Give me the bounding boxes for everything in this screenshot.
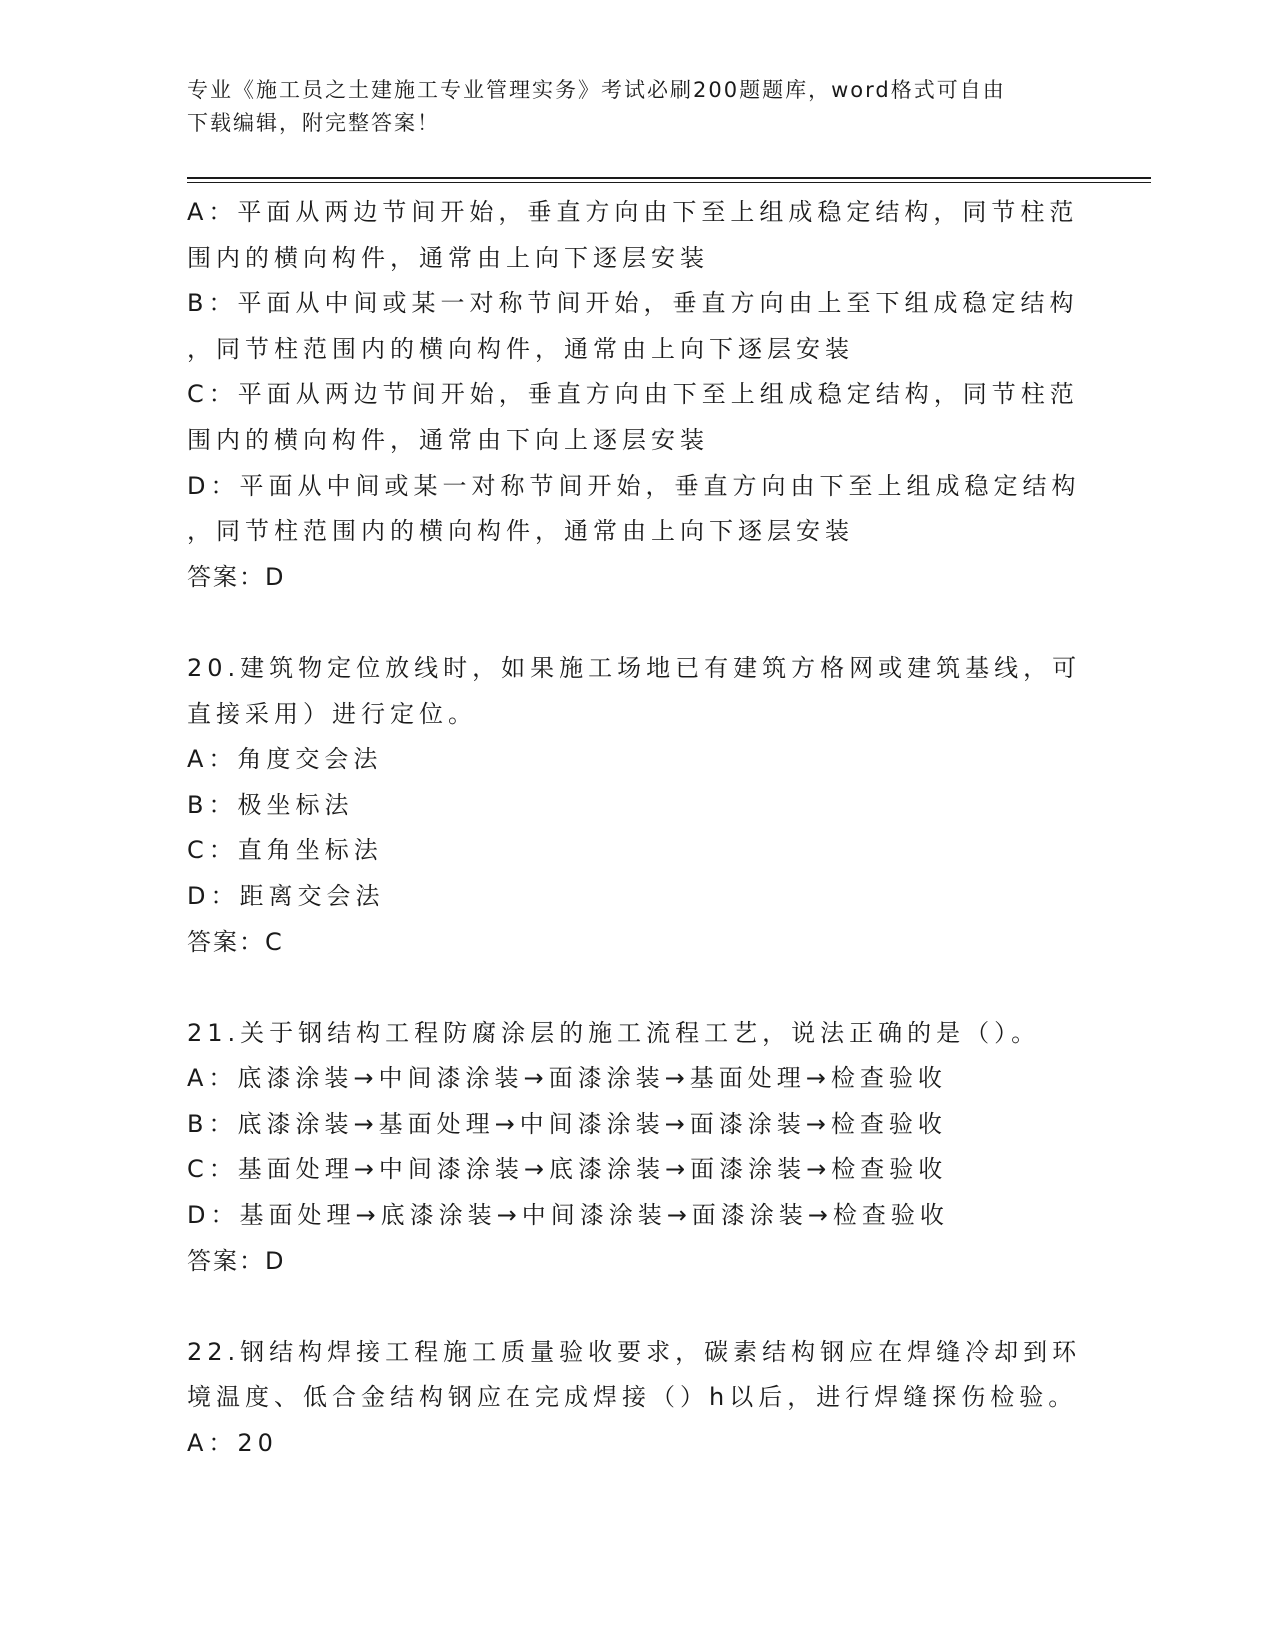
option-d-line: D：平面从中间或某一对称节间开始，垂直方向由下至上组成稳定结构 <box>187 471 1081 500</box>
header-divider-thick <box>187 177 1151 179</box>
header-line: 下载编辑，附完整答案！ <box>187 111 440 135</box>
answer-label: 答案：D <box>187 562 286 591</box>
option-c: C：基面处理→中间漆涂装→底漆涂装→面漆涂装→检查验收 <box>187 1155 948 1184</box>
option-d: D：基面处理→底漆涂装→中间漆涂装→面漆涂装→检查验收 <box>187 1201 949 1230</box>
question-21-block <box>187 1011 1077 1285</box>
question-text: 直接采用）进行定位。 <box>187 699 477 728</box>
option-d: D：距离交会法 <box>187 881 385 910</box>
option-d-line: ，同节柱范围内的横向构件，通常由上向下逐层安装 <box>187 517 854 546</box>
question-content <box>187 190 1082 1467</box>
option-c-line: C：平面从两边节间开始，垂直方向由下至上组成稳定结构，同节柱范 <box>187 380 1079 409</box>
question-22-block <box>187 1330 1082 1467</box>
document-header <box>187 74 1087 140</box>
option-b-line: B：平面从中间或某一对称节间开始，垂直方向由上至下组成稳定结构 <box>187 289 1079 318</box>
option-c: C：直角坐标法 <box>187 836 383 865</box>
option-a-line: 围内的横向构件，通常由上向下逐层安装 <box>187 243 709 272</box>
option-c-line: 围内的横向构件，通常由下向上逐层安装 <box>187 425 709 454</box>
question-text: 20.建筑物定位放线时，如果施工场地已有建筑方格网或建筑基线，可 <box>187 653 1082 682</box>
answer-label: 答案：C <box>187 927 284 956</box>
question-19-block <box>187 190 1081 600</box>
question-20-block <box>187 646 1082 965</box>
option-b-line: ，同节柱范围内的横向构件，通常由上向下逐层安装 <box>187 334 854 363</box>
option-a-line: A：平面从两边节间开始，垂直方向由下至上组成稳定结构，同节柱范 <box>187 198 1079 226</box>
option-a: A：角度交会法 <box>187 745 383 774</box>
header-line: 专业《施工员之土建施工专业管理实务》考试必刷200题题库，word格式可自由 <box>187 78 1006 102</box>
option-b: B：极坐标法 <box>187 790 354 819</box>
header-divider-thin <box>187 182 1151 183</box>
option-a: A：20 <box>187 1429 278 1458</box>
question-text: 22.钢结构焊接工程施工质量验收要求，碳素结构钢应在焊缝冷却到环 <box>187 1337 1082 1366</box>
option-a: A：底漆涂装→中间漆涂装→面漆涂装→基面处理→检查验收 <box>187 1064 947 1093</box>
question-text: 21.关于钢结构工程防腐涂层的施工流程工艺，说法正确的是（）。 <box>187 1018 1041 1047</box>
question-text: 境温度、低合金结构钢应在完成焊接（）h以后，进行焊缝探伤检验。 <box>187 1383 1078 1412</box>
option-b: B：底漆涂装→基面处理→中间漆涂装→面漆涂装→检查验收 <box>187 1109 947 1138</box>
answer-label: 答案：D <box>187 1246 286 1275</box>
